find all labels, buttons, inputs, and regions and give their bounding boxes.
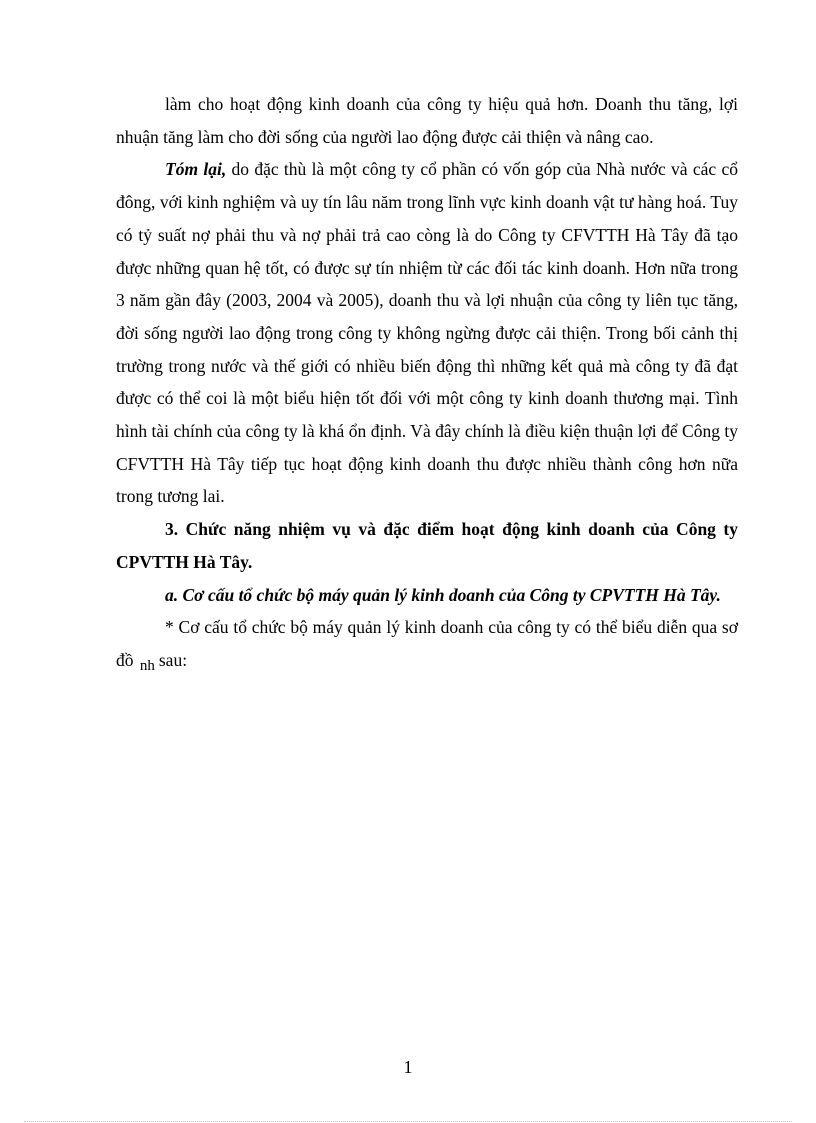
org-structure-text-end: sau: bbox=[158, 649, 188, 670]
summary-body: do đặc thù là một công ty cổ phần có vốn góp của Nhà nước và các cổ đông, với kinh nghiệm và uy tín lâu năm trong lĩnh vực kinh doanh vật tư hàng hoá. Tuy có tỷ suất nợ phải thu và nợ phải trả cao còng là do Công ty CFVTTH Hà Tây đã tạo được những quan hệ tốt, có được sự tín nhiệm từ các đối tác kinh doanh. Hơn nữa trong 3 năm gần đây (2003, 2004 và 2005), doanh thu và lợi nhuận của công ty liên tục tăng, đời sống người lao động trong công ty không ngừng được cải thiện. Trong bối cảnh thị trường trong nước và thế giới có nhiều biến động thì những kết quả mà công ty đã đạt được có thể coi là một biểu hiện tốt đối với một công ty kinh doanh thương mại. Tình hình tài chính của công ty là khá ổn định. Và đây chính là điều kiện thuận lợi để Công ty CFVTTH Hà Tây tiếp tục hoạt động kinh doanh thu được nhiều thành công hơn nữa trong tương lai. bbox=[116, 159, 738, 507]
page-number: 1 bbox=[403, 1057, 413, 1077]
subsection-heading-a: a. Cơ cấu tổ chức bộ máy quản lý kinh doanh của Công ty CPVTTH Hà Tây. bbox=[165, 584, 721, 605]
section-heading-3: 3. Chức năng nhiệm vụ và đặc điểm hoạt động kinh doanh của Công ty CPVTTH Hà Tây. bbox=[116, 519, 738, 572]
summary-lead: Tóm lại, bbox=[165, 159, 227, 180]
paragraph-org-structure bbox=[116, 611, 738, 678]
page-bottom-divider bbox=[24, 1121, 792, 1122]
org-structure-text-start: * Cơ cấu tổ chức bộ máy quản lý kinh doanh của công ty có thể biểu diễn qua sơ đồ bbox=[116, 617, 738, 670]
org-structure-fragment: nh bbox=[139, 657, 155, 674]
paragraph-summary bbox=[116, 153, 738, 513]
document-page bbox=[116, 88, 738, 679]
paragraph-intro: làm cho hoạt động kinh doanh của công ty hiệu quả hơn. Doanh thu tăng, lợi nhuận tăng làm cho đời sống của người lao động được cải thiện và nâng cao. bbox=[116, 94, 738, 147]
